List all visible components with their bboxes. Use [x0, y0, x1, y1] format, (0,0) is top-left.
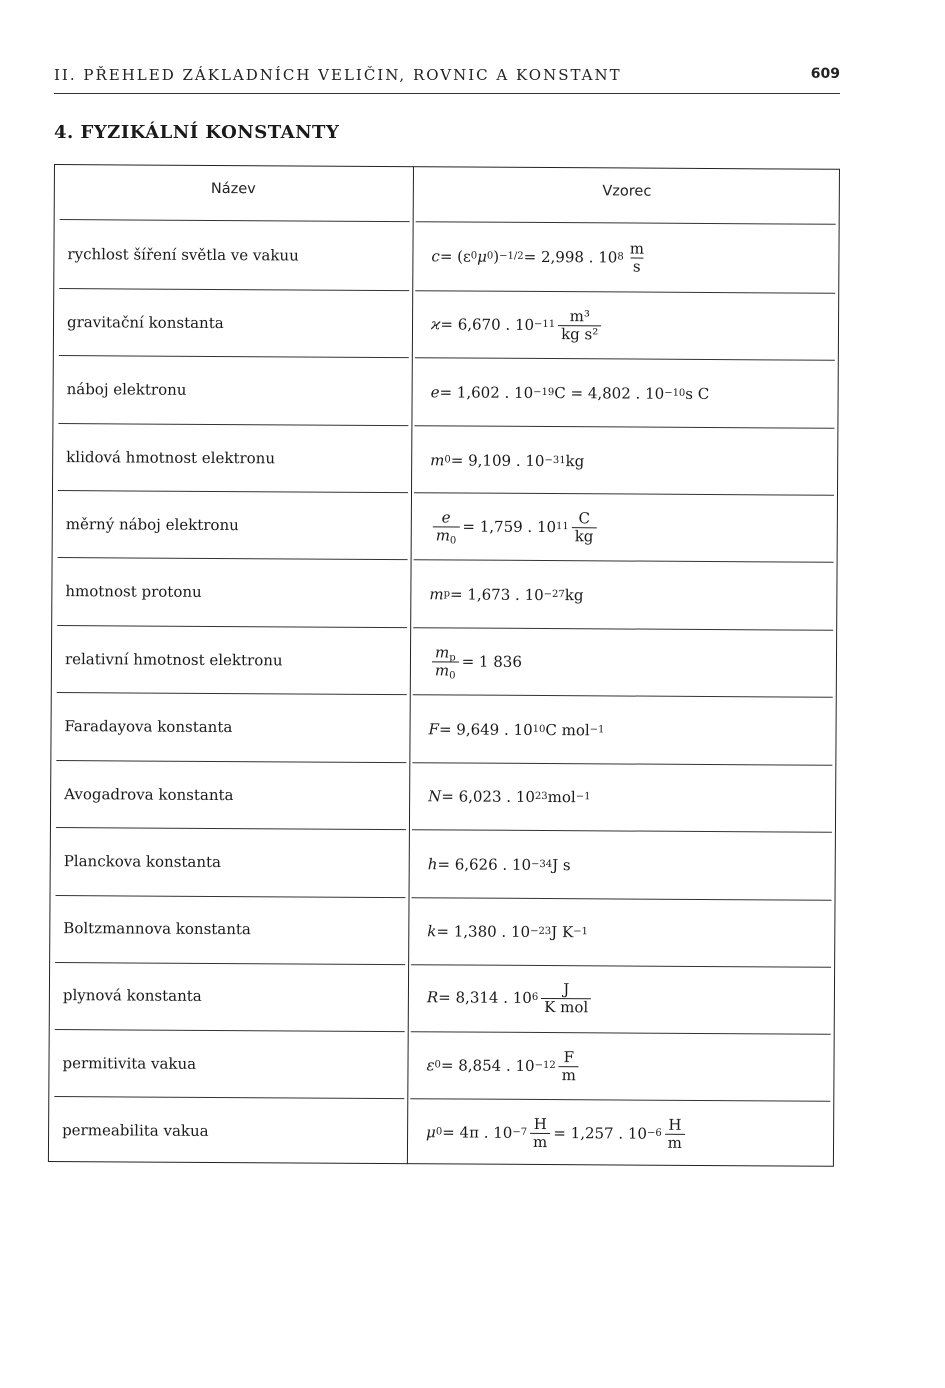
constant-name: gravitační konstanta [66, 313, 224, 333]
running-head [54, 66, 840, 86]
constant-name: klidová hmotnost elektronu [66, 448, 276, 468]
constant-formula: k = 1,380 . 10 −23 J K −1 [427, 922, 588, 942]
constant-formula: μ 0 = 4π . 10 −7 $\frac{H}{m}$ = 1,257 . 10 −6 $\frac{H}{m}$ [426, 1112, 688, 1154]
constant-formula: h = 6,626 . 10 −34 J s [427, 855, 571, 875]
column-header-name: Název [210, 180, 256, 198]
constant-name: rychlost šíření světla ve vakuu [67, 245, 299, 265]
constant-name: permeabilita vakua [62, 1121, 209, 1140]
constant-name: Boltzmannova konstanta [63, 919, 251, 939]
constant-name: Planckova konstanta [63, 852, 222, 872]
running-title: II. PŘEHLED ZÁKLADNÍCH VELIČIN, ROVNIC A KONSTANT [54, 66, 622, 84]
constant-name: plynová konstanta [62, 986, 202, 1005]
constant-formula: N = 6,023 . 10 23 mol −1 [428, 787, 591, 807]
constant-name: měrný náboj elektronu [65, 515, 239, 535]
constant-formula: F = 9,649 . 10 10 C mol −1 [428, 720, 605, 740]
section-title: 4. FYZIKÁLNÍ KONSTANTY [54, 122, 340, 143]
constant-name: Avogadrova konstanta [64, 785, 234, 805]
constant-name: náboj elektronu [66, 380, 187, 399]
constant-formula: $\frac{m_p}{m_0}$ = 1 836 [429, 641, 522, 682]
constant-name: permitivita vakua [62, 1054, 197, 1073]
constant-formula: c = (ε 0 μ 0 ) −1/2 = 2,998 . 10 8 $\frac{m}{s}$ [431, 239, 645, 276]
header-rule [54, 93, 840, 94]
page-number: 609 [810, 66, 840, 82]
constant-formula: ε 0 = 8,854 . 10 −12 $\frac{F}{m}$ [426, 1045, 582, 1086]
constant-formula: $\frac{e}{m_0}$ = 1,759 . 10 11 $\frac{C}{kg}$ [430, 506, 600, 547]
constant-name: hmotnost protonu [65, 582, 202, 601]
constant-name: Faradayova konstanta [64, 717, 233, 737]
constant-formula: R = 8,314 . 10 6 $\frac{J}{\text{K mol}}$ [427, 977, 595, 1018]
column-header-formula: Vzorec [602, 183, 652, 200]
constant-formula: e = 1,602 . 10 −19 C = 4,802 . 10 −10 s C [430, 383, 710, 404]
constant-name: relativní hmotnost elektronu [64, 650, 283, 670]
constant-formula: m p = 1,673 . 10 −27 kg [429, 585, 584, 605]
constants-table [48, 164, 840, 1169]
constant-formula: m 0 = 9,109 . 10 −31 kg [430, 451, 585, 471]
constant-formula: ϰ = 6,670 . 10 −11 $\frac{\text{m³}}{\text{kg s²}}$ [431, 304, 605, 345]
